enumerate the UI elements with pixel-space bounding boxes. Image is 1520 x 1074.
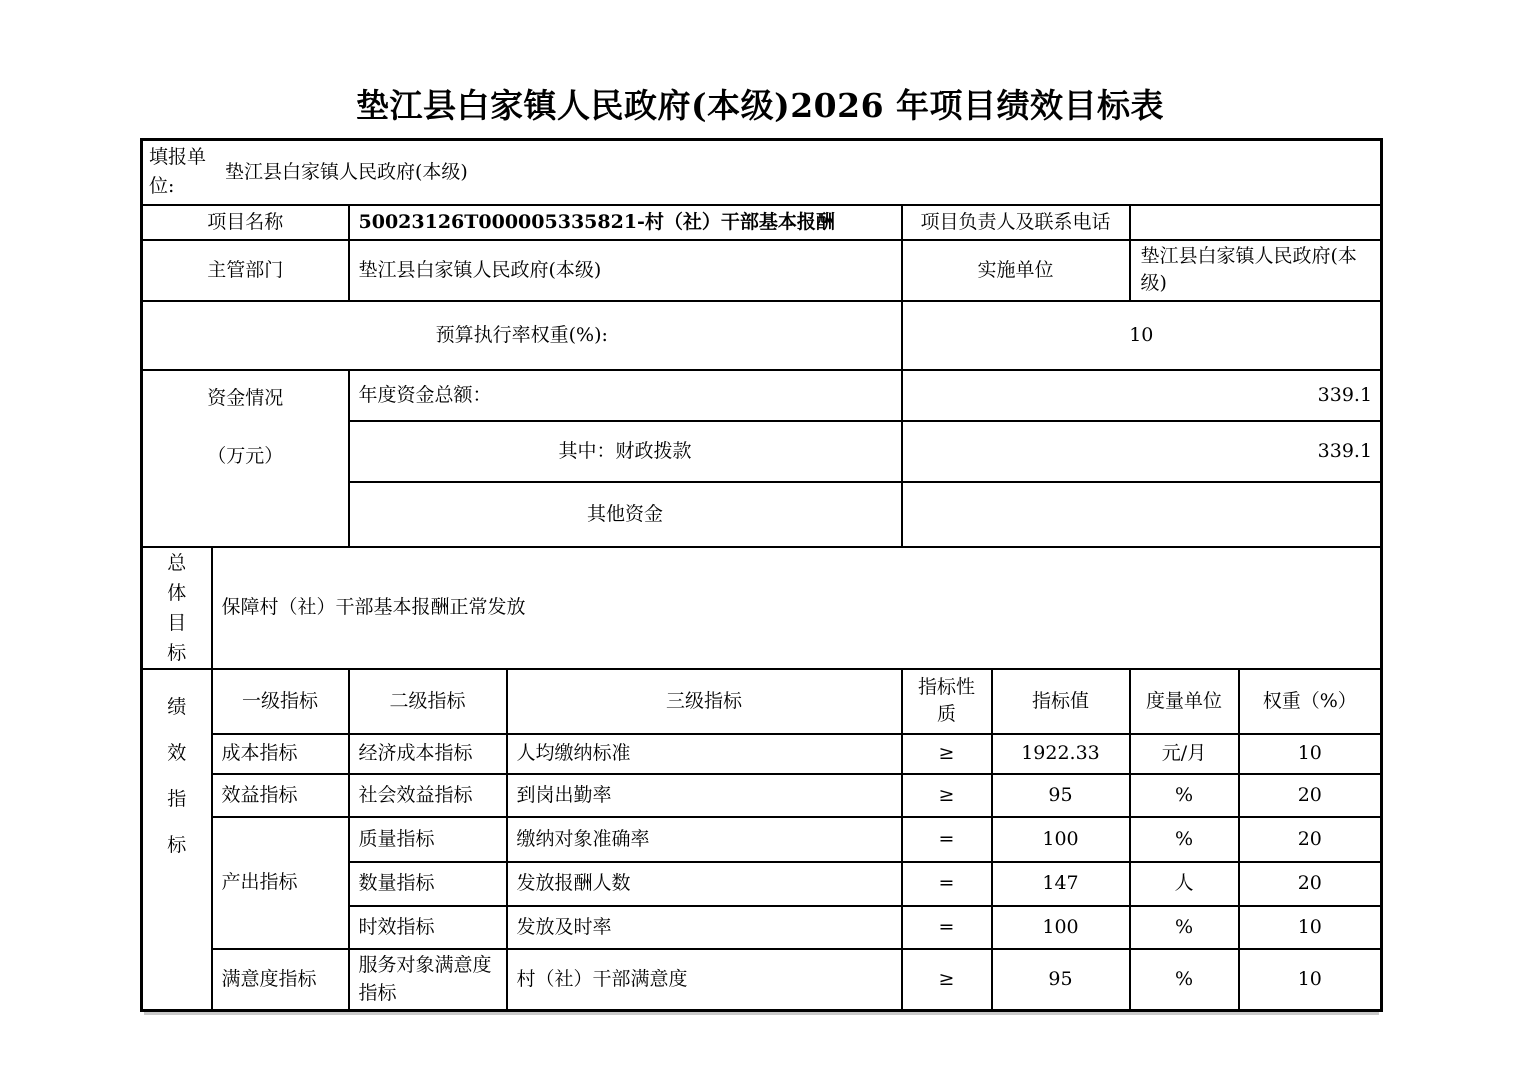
indicator-weight: 10: [1239, 906, 1382, 949]
overall-goal-row: [142, 547, 1382, 669]
report-unit-value: 垫江县白家镇人民政府(本级): [225, 160, 468, 183]
impl-unit-label: 实施单位: [902, 240, 1130, 301]
indicator-nature: ≥: [902, 949, 992, 1011]
indicator-row: [142, 734, 1382, 774]
project-manager-value: [1130, 205, 1382, 240]
indicator-l1: 产出指标: [212, 817, 349, 949]
dept-label: 主管部门: [142, 240, 349, 301]
header-weight: 权重（%）: [1239, 669, 1382, 734]
indicator-l1: 效益指标: [212, 774, 349, 817]
indicator-unit: 人: [1130, 862, 1239, 906]
indicator-unit: 元/月: [1130, 734, 1239, 774]
indicator-header-row: [142, 669, 1382, 734]
overall-goal-header: [142, 547, 212, 669]
indicator-l1: 成本指标: [212, 734, 349, 774]
impl-unit-value: 垫江县白家镇人民政府(本级): [1130, 240, 1382, 301]
funds-section-label: 资金情况: [207, 386, 284, 409]
budget-rate-value: 10: [902, 301, 1382, 370]
report-unit-label: 填报单位:: [149, 146, 207, 198]
indicator-l3: 发放报酬人数: [507, 862, 902, 906]
report-unit-row: [142, 140, 1382, 205]
funds-other-value: [902, 482, 1382, 547]
indicator-l2: 服务对象满意度指标: [349, 949, 507, 1011]
dept-value: 垫江县白家镇人民政府(本级): [349, 240, 902, 301]
indicator-row: [142, 949, 1382, 1011]
funds-total-label: 年度资金总额：: [349, 370, 902, 421]
indicator-value: 95: [992, 949, 1130, 1011]
indicator-weight: 20: [1239, 774, 1382, 817]
header-l1: 一级指标: [212, 669, 349, 734]
performance-target-table: [140, 138, 1383, 1012]
indicator-nature: =: [902, 817, 992, 862]
funds-row-total: [142, 370, 1382, 421]
indicator-section-label: 绩效指标: [167, 695, 187, 856]
indicator-unit: %: [1130, 774, 1239, 817]
indicator-section-header: [142, 669, 212, 1011]
report-unit-cell: [142, 140, 1382, 205]
header-l3: 三级指标: [507, 669, 902, 734]
indicator-l3: 发放及时率: [507, 906, 902, 949]
funds-section-header: [142, 370, 349, 547]
funds-fiscal-label: 其中：财政拨款: [349, 421, 902, 482]
indicator-l3: 人均缴纳标准: [507, 734, 902, 774]
indicator-weight: 20: [1239, 817, 1382, 862]
indicator-l3: 村（社）干部满意度: [507, 949, 902, 1011]
indicator-l3: 到岗出勤率: [507, 774, 902, 817]
header-nature: 指标性质: [902, 669, 992, 734]
indicator-unit: %: [1130, 949, 1239, 1011]
funds-section-unit: （万元）: [207, 444, 284, 467]
indicator-nature: ≥: [902, 734, 992, 774]
indicator-weight: 20: [1239, 862, 1382, 906]
header-l2: 二级指标: [349, 669, 507, 734]
funds-fiscal-value: 339.1: [902, 421, 1382, 482]
project-name-row: [142, 205, 1382, 240]
indicator-l2: 数量指标: [349, 862, 507, 906]
indicator-value: 95: [992, 774, 1130, 817]
header-unit: 度量单位: [1130, 669, 1239, 734]
indicator-weight: 10: [1239, 734, 1382, 774]
indicator-l1: 满意度指标: [212, 949, 349, 1011]
indicator-l3: 缴纳对象准确率: [507, 817, 902, 862]
indicator-row: [142, 817, 1382, 862]
indicator-value: 100: [992, 906, 1130, 949]
header-value: 指标值: [992, 669, 1130, 734]
indicator-value: 147: [992, 862, 1130, 906]
project-name-label: 项目名称: [142, 205, 349, 240]
indicator-l2: 质量指标: [349, 817, 507, 862]
budget-rate-label: 预算执行率权重(%):: [142, 301, 902, 370]
project-name-value: 50023126T000005335821-村（社）干部基本报酬: [349, 205, 902, 240]
indicator-nature: ≥: [902, 774, 992, 817]
indicator-unit: %: [1130, 906, 1239, 949]
indicator-l2: 时效指标: [349, 906, 507, 949]
overall-goal-label: 总体目标: [167, 551, 187, 664]
indicator-value: 100: [992, 817, 1130, 862]
overall-goal-value: 保障村（社）干部基本报酬正常发放: [212, 547, 1382, 669]
report-unit-wrap: [149, 143, 1374, 202]
department-row: [142, 240, 1382, 301]
page-title: 垫江县白家镇人民政府(本级)2026 年项目绩效目标表: [355, 86, 1165, 125]
indicator-row: [142, 774, 1382, 817]
indicator-nature: =: [902, 906, 992, 949]
indicator-l2: 经济成本指标: [349, 734, 507, 774]
funds-total-value: 339.1: [902, 370, 1382, 421]
project-manager-label: 项目负责人及联系电话: [902, 205, 1130, 240]
indicator-unit: %: [1130, 817, 1239, 862]
indicator-weight: 10: [1239, 949, 1382, 1011]
budget-rate-row: [142, 301, 1382, 370]
indicator-l2: 社会效益指标: [349, 774, 507, 817]
funds-section-inner: [149, 373, 342, 470]
indicator-value: 1922.33: [992, 734, 1130, 774]
indicator-nature: =: [902, 862, 992, 906]
funds-other-label: 其他资金: [349, 482, 902, 547]
